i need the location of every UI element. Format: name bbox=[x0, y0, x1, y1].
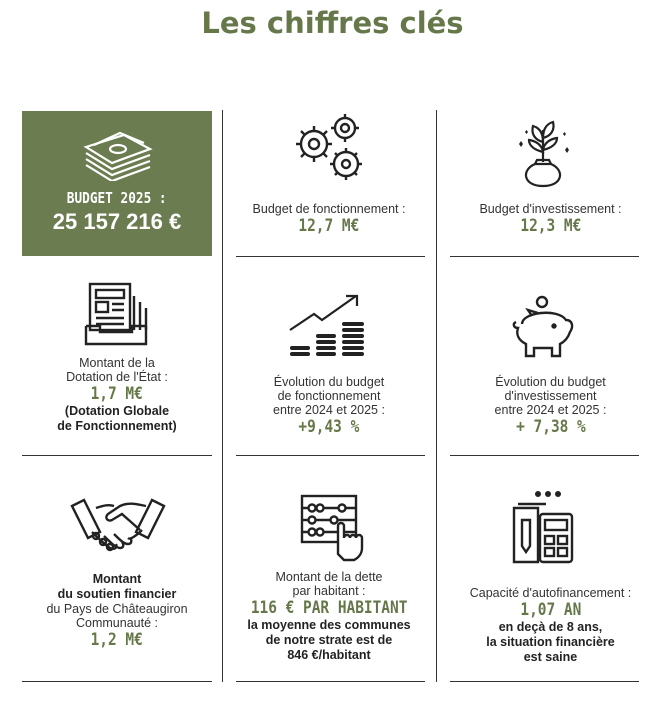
autofin-note-line1: en deçà de 8 ans, bbox=[498, 620, 603, 634]
budget-card bbox=[22, 111, 212, 256]
dette-note-line1: la moyenne des communes bbox=[247, 618, 411, 632]
gears-icon bbox=[290, 112, 370, 188]
budget-value: 25 157 216 € bbox=[52, 209, 182, 234]
evol-fonct-line3: entre 2024 et 2025 : bbox=[273, 403, 385, 417]
row-divider bbox=[450, 455, 639, 456]
document-tray-icon bbox=[82, 280, 152, 348]
page-title: Les chiffres clés bbox=[201, 6, 464, 40]
evol-fonct-value: +9,43 % bbox=[298, 417, 360, 437]
autofin-note-line2: la situation financière bbox=[486, 635, 615, 649]
row-divider bbox=[450, 681, 639, 682]
dette-value: 116 € PAR HABITANT bbox=[250, 598, 408, 618]
dette-note-line3: 846 €/habitant bbox=[287, 648, 371, 662]
evol-invest-value: + 7,38 % bbox=[515, 417, 586, 437]
evol-fonct-line2: de fonctionnement bbox=[277, 389, 381, 403]
plant-money-bag-icon bbox=[505, 112, 581, 188]
autofin-value: 1,07 AN bbox=[520, 600, 581, 620]
dette-line1: Montant de la dette bbox=[275, 570, 383, 584]
row-divider bbox=[236, 455, 425, 456]
evol-invest-line1: Évolution du budget bbox=[495, 375, 606, 389]
row-divider bbox=[22, 455, 212, 456]
soutien-line2: du soutien financier bbox=[57, 587, 177, 601]
dotation-label-line2: Dotation de l'État : bbox=[66, 370, 168, 384]
dotation-value: 1,7 M€ bbox=[90, 384, 144, 404]
row-divider bbox=[22, 681, 212, 682]
autofin-note-line3: est saine bbox=[523, 650, 578, 664]
row-divider bbox=[236, 256, 425, 257]
growth-coins-icon bbox=[286, 292, 370, 360]
investissement-label: Budget d'investissement : bbox=[479, 202, 622, 216]
dotation-note-line2: de Fonctionnement) bbox=[57, 419, 177, 433]
dotation-note-line1: (Dotation Globale bbox=[64, 404, 170, 418]
budget-label: BUDGET 2025 : bbox=[67, 189, 167, 207]
autofin-label: Capacité d'autofinancement : bbox=[469, 586, 632, 600]
calculator-documents-icon bbox=[508, 490, 580, 570]
evol-invest-line3: entre 2024 et 2025 : bbox=[494, 403, 607, 417]
soutien-value: 1,2 M€ bbox=[90, 630, 144, 650]
soutien-line4: Communauté : bbox=[76, 616, 158, 630]
fonctionnement-value: 12,7 M€ bbox=[298, 216, 360, 236]
money-stack-icon bbox=[80, 125, 154, 181]
handshake-icon bbox=[70, 492, 166, 558]
investissement-value: 12,3 M€ bbox=[520, 216, 581, 236]
soutien-line3: du Pays de Châteaugiron bbox=[46, 602, 188, 616]
soutien-line1: Montant bbox=[92, 572, 142, 586]
dotation-label-line1: Montant de la bbox=[79, 356, 155, 370]
evol-fonct-line1: Évolution du budget bbox=[273, 375, 385, 389]
dette-line2: par habitant : bbox=[292, 584, 366, 598]
piggy-bank-icon bbox=[508, 294, 580, 360]
abacus-icon bbox=[298, 492, 368, 562]
row-divider bbox=[236, 681, 425, 682]
dette-note-line2: de notre strate est de bbox=[265, 633, 393, 647]
row-divider bbox=[450, 256, 639, 257]
fonctionnement-label: Budget de fonctionnement : bbox=[252, 202, 406, 216]
evol-invest-line2: d'investissement bbox=[504, 389, 597, 403]
